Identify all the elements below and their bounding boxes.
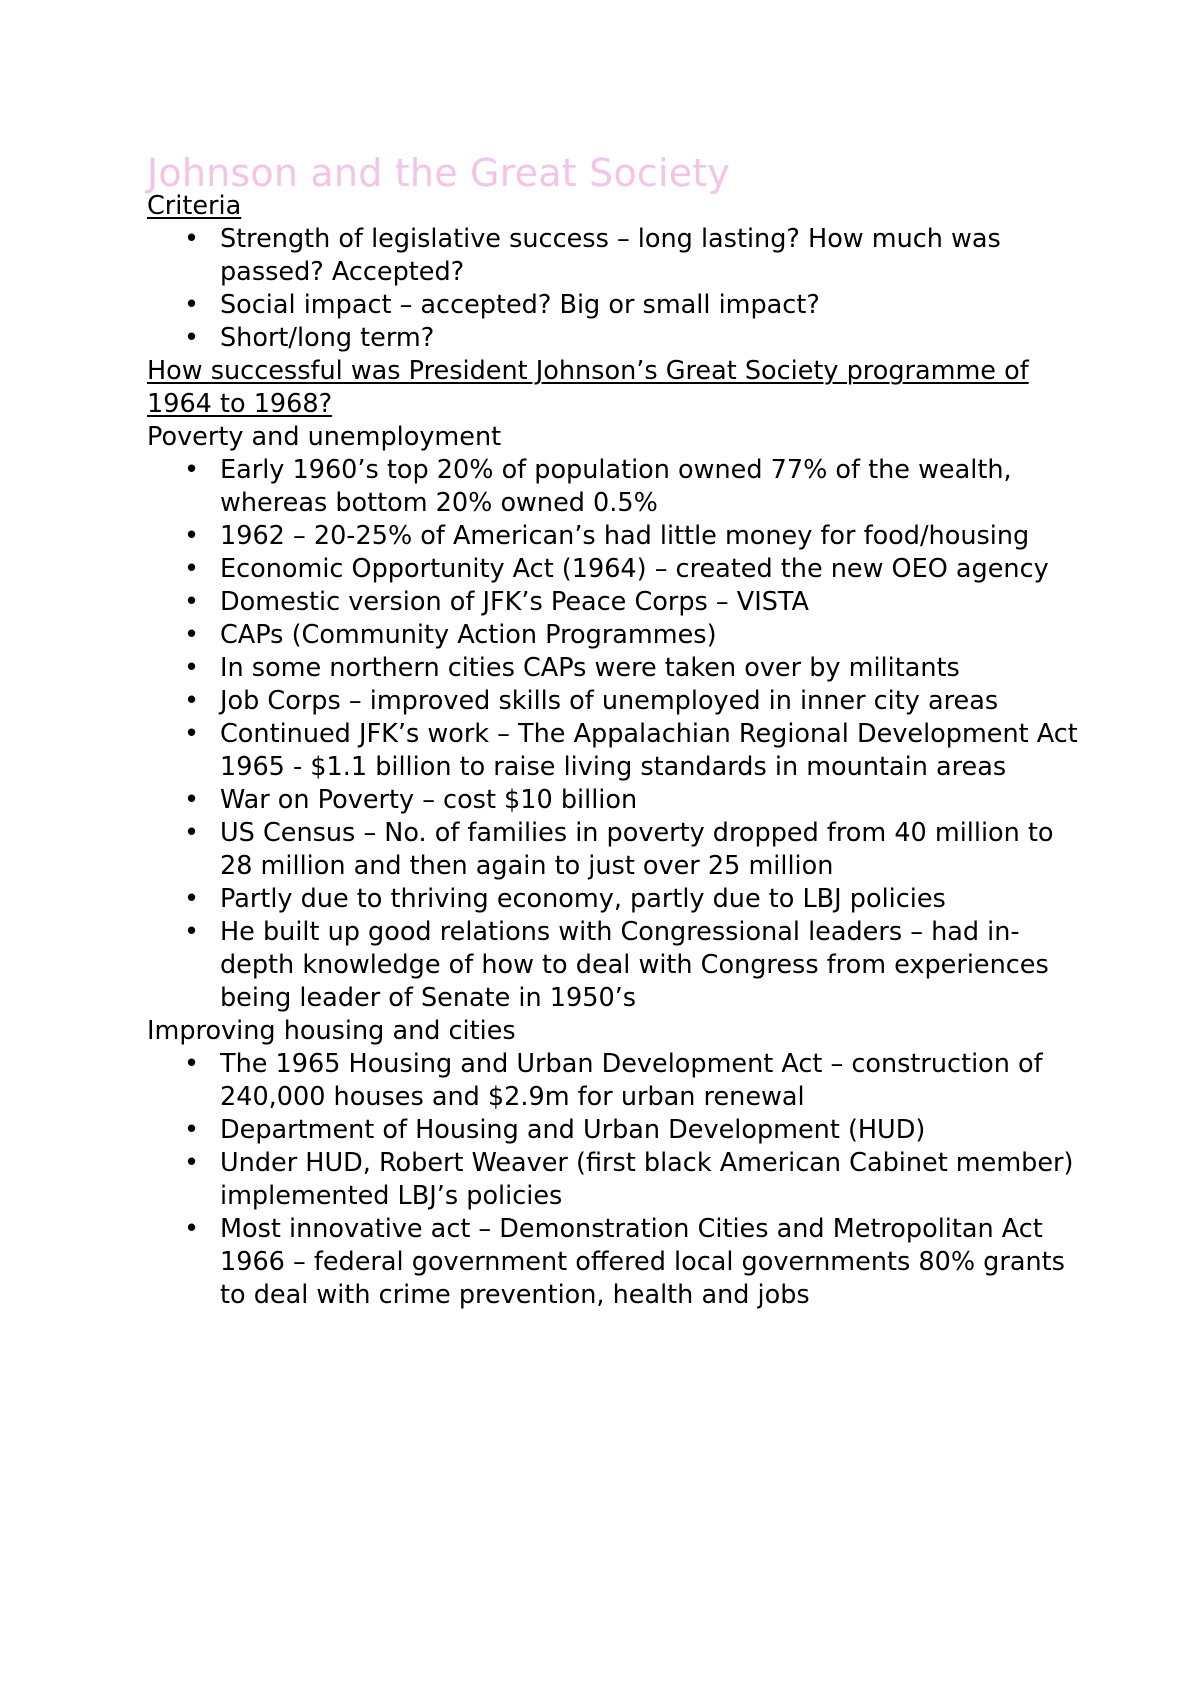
section-heading-poverty: Poverty and unemployment [147, 422, 502, 452]
list-item [147, 223, 1087, 289]
list-item [147, 586, 1087, 619]
bullet-icon: • [184, 1049, 200, 1079]
list-item [147, 553, 1087, 586]
section-heading-housing: Improving housing and cities [147, 1016, 516, 1046]
bullet-icon: • [184, 719, 200, 749]
list-item-text: Economic Opportunity Act (1964) – created the new OEO agency [220, 554, 1049, 584]
list-item [147, 454, 1087, 520]
list-item [147, 652, 1087, 685]
list-item-text: Short/long term? [220, 323, 435, 353]
list-item-text: CAPs (Community Action Programmes) [220, 620, 717, 650]
bullet-icon: • [184, 785, 200, 815]
bullet-icon: • [184, 1214, 200, 1244]
list-item-text: Strength of legislative success – long lasting? How much was passed? Accepted? [220, 224, 1001, 287]
list-item-text: Social impact – accepted? Big or small impact? [220, 290, 820, 320]
list-item-text: He built up good relations with Congressional leaders – had in-depth knowledge of how to deal with Congress from experiences being leader of Senate in 1950’s [220, 917, 1049, 1013]
list-item [147, 1147, 1087, 1213]
bullet-icon: • [184, 554, 200, 584]
list-item-text: Under HUD, Robert Weaver (first black American Cabinet member) implemented LBJ’s policies [220, 1148, 1074, 1211]
list-item-text: Department of Housing and Urban Development (HUD) [220, 1115, 926, 1145]
bullet-icon: • [184, 1115, 200, 1145]
list-item [147, 1114, 1087, 1147]
list-item [147, 1048, 1087, 1114]
list-item [147, 784, 1087, 817]
list-item [147, 883, 1087, 916]
list-item [147, 916, 1087, 1015]
list-item-text: Continued JFK’s work – The Appalachian Regional Development Act 1965 - $1.1 billion to raise living standards in mountain areas [220, 719, 1078, 782]
bullet-icon: • [184, 521, 200, 551]
bullet-icon: • [184, 455, 200, 485]
list-item-text: Job Corps – improved skills of unemployed in inner city areas [220, 686, 999, 716]
list-item-text: Partly due to thriving economy, partly due to LBJ policies [220, 884, 946, 914]
bullet-icon: • [184, 818, 200, 848]
bullet-icon: • [184, 224, 200, 254]
bullet-icon: • [184, 686, 200, 716]
list-item-text: The 1965 Housing and Urban Development Act – construction of 240,000 houses and $2.9m for urban renewal [220, 1049, 1043, 1112]
bullet-icon: • [184, 1148, 200, 1178]
poverty-list [147, 454, 1087, 1015]
bullet-icon: • [184, 620, 200, 650]
bullet-icon: • [184, 917, 200, 947]
criteria-heading: Criteria [147, 191, 242, 221]
bullet-icon: • [184, 884, 200, 914]
list-item-text: US Census – No. of families in poverty dropped from 40 million to 28 million and then again to just over 25 million [220, 818, 1054, 881]
bullet-icon: • [184, 653, 200, 683]
document-page [147, 150, 1087, 1312]
bullet-icon: • [184, 290, 200, 320]
list-item [147, 718, 1087, 784]
list-item-text: Early 1960’s top 20% of population owned 77% of the wealth, whereas bottom 20% owned 0.5% [220, 455, 1012, 518]
list-item [147, 619, 1087, 652]
list-item-text: Domestic version of JFK’s Peace Corps – VISTA [220, 587, 809, 617]
list-item-text: 1962 – 20-25% of American’s had little money for food/housing [220, 521, 1030, 551]
bullet-icon: • [184, 323, 200, 353]
housing-list [147, 1048, 1087, 1312]
criteria-list [147, 223, 1087, 355]
list-item [147, 817, 1087, 883]
list-item [147, 685, 1087, 718]
list-item-text: In some northern cities CAPs were taken over by militants [220, 653, 960, 683]
document-title: Johnson and the Great Society [147, 151, 731, 195]
bullet-icon: • [184, 587, 200, 617]
list-item-text: War on Poverty – cost $10 billion [220, 785, 638, 815]
list-item [147, 289, 1087, 322]
list-item [147, 1213, 1087, 1312]
list-item [147, 322, 1087, 355]
list-item [147, 520, 1087, 553]
question-heading: How successful was President Johnson’s Great Society programme of 1964 to 1968? [147, 356, 1029, 419]
list-item-text: Most innovative act – Demonstration Cities and Metropolitan Act 1966 – federal government offered local governments 80% grants to deal with crime prevention, health and jobs [220, 1214, 1065, 1310]
